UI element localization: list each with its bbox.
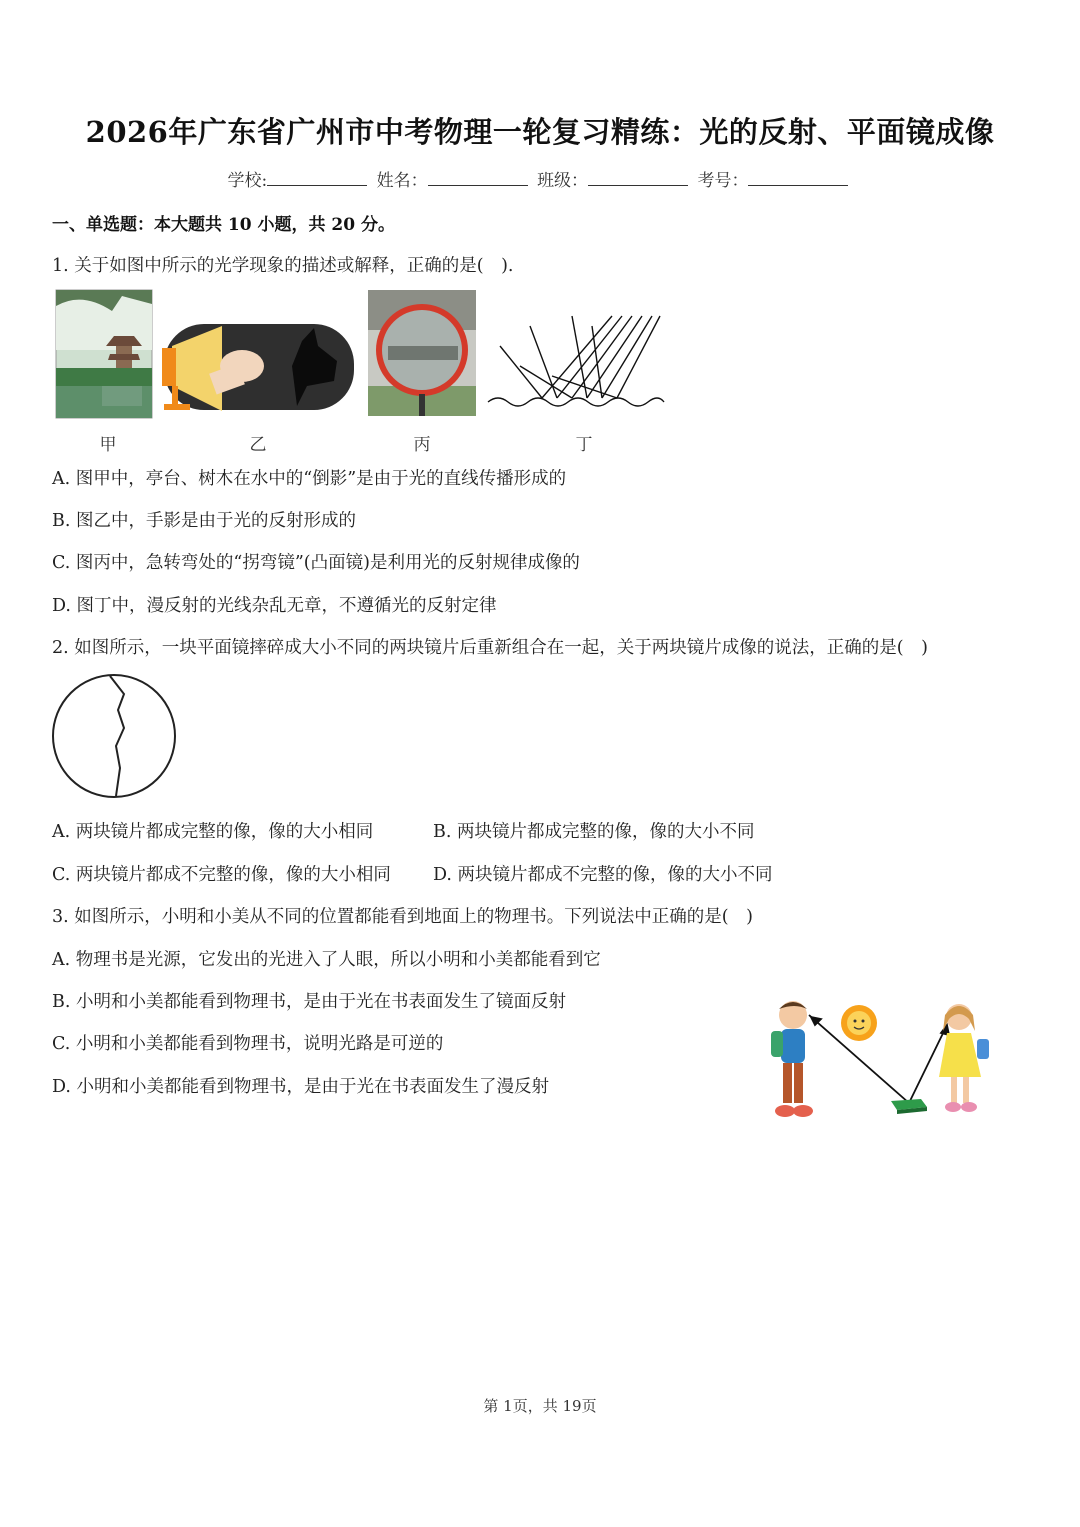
physics-book-icon — [891, 1099, 927, 1114]
sun-icon — [841, 1005, 877, 1041]
name-blank[interactable] — [428, 171, 528, 186]
page-title: 2026年广东省广州市中考物理一轮复习精练：光的反射、平面镜成像 — [85, 115, 995, 149]
exam-no-blank[interactable] — [748, 171, 848, 186]
question-1-stem: 1. 关于如图中所示的光学现象的描述或解释，正确的是( ). — [52, 256, 514, 276]
figure-label-ding: 丁 — [575, 435, 593, 455]
question-2-stem: 2. 如图所示，一块平面镜摔碎成大小不同的两块镜片后重新组合在一起，关于两块镜片成像的说法，正确的是( ) — [52, 638, 928, 658]
question-2-option-c[interactable]: C. 两块镜片都成不完整的像，像的大小相同 — [52, 865, 391, 885]
question-3-illustration — [755, 995, 1005, 1130]
figure-jia-pavilion-image — [56, 290, 152, 418]
question-1-option-d[interactable]: D. 图丁中，漫反射的光线杂乱无章，不遵循光的反射定律 — [52, 596, 497, 616]
question-1-option-a[interactable]: A. 图甲中，亭台、树木在水中的“倒影”是由于光的直线传播形成的 — [52, 469, 567, 489]
question-2-option-a[interactable]: A. 两块镜片都成完整的像，像的大小相同 — [52, 822, 374, 842]
question-1-option-b[interactable]: B. 图乙中，手影是由于光的反射形成的 — [52, 511, 356, 531]
name-label: 姓名： — [376, 171, 428, 191]
girl-xiaomei-figure — [939, 1004, 989, 1112]
question-2-option-b[interactable]: B. 两块镜片都成完整的像，像的大小不同 — [433, 822, 755, 842]
page-number-footer: 第 1页，共 19页 — [483, 1397, 597, 1415]
class-blank[interactable] — [588, 171, 688, 186]
question-3-option-b[interactable]: B. 小明和小美都能看到物理书，是由于光在书表面发生了镜面反射 — [52, 992, 566, 1012]
figure-ding-diffuse-reflection-diagram — [488, 316, 664, 406]
exam-no-label: 考号： — [697, 171, 749, 191]
question-3-option-c[interactable]: C. 小明和小美都能看到物理书，说明光路是可逆的 — [52, 1034, 444, 1054]
figure-label-yi: 乙 — [249, 435, 267, 455]
question-1-option-c[interactable]: C. 图丙中，急转弯处的“拐弯镜”(凸面镜)是利用光的反射规律成像的 — [52, 553, 580, 573]
section-heading: 一、单选题：本大题共 10 小题，共 20 分。 — [52, 215, 395, 235]
question-2-broken-mirror-diagram — [50, 672, 180, 802]
question-1-figures — [52, 286, 672, 426]
class-label: 班级： — [537, 171, 589, 191]
student-info-line — [0, 166, 1080, 191]
question-3-option-a[interactable]: A. 物理书是光源，它发出的光进入了人眼，所以小明和小美都能看到它 — [52, 950, 601, 970]
figure-label-jia: 甲 — [99, 435, 117, 455]
school-label: 学校: — [227, 171, 268, 191]
school-blank[interactable] — [267, 171, 367, 186]
figure-yi-hand-shadow-image — [162, 324, 354, 411]
figure-label-bing: 丙 — [413, 435, 431, 455]
question-3-stem: 3. 如图所示，小明和小美从不同的位置都能看到地面上的物理书。下列说法中正确的是( ) — [52, 907, 753, 927]
figure-bing-convex-mirror-image — [368, 290, 476, 416]
light-ray-lines — [809, 1015, 949, 1103]
boy-xiaoming-figure — [771, 1001, 813, 1117]
question-3-option-d[interactable]: D. 小明和小美都能看到物理书，是由于光在书表面发生了漫反射 — [52, 1077, 550, 1097]
question-2-option-d[interactable]: D. 两块镜片都成不完整的像，像的大小不同 — [433, 865, 773, 885]
